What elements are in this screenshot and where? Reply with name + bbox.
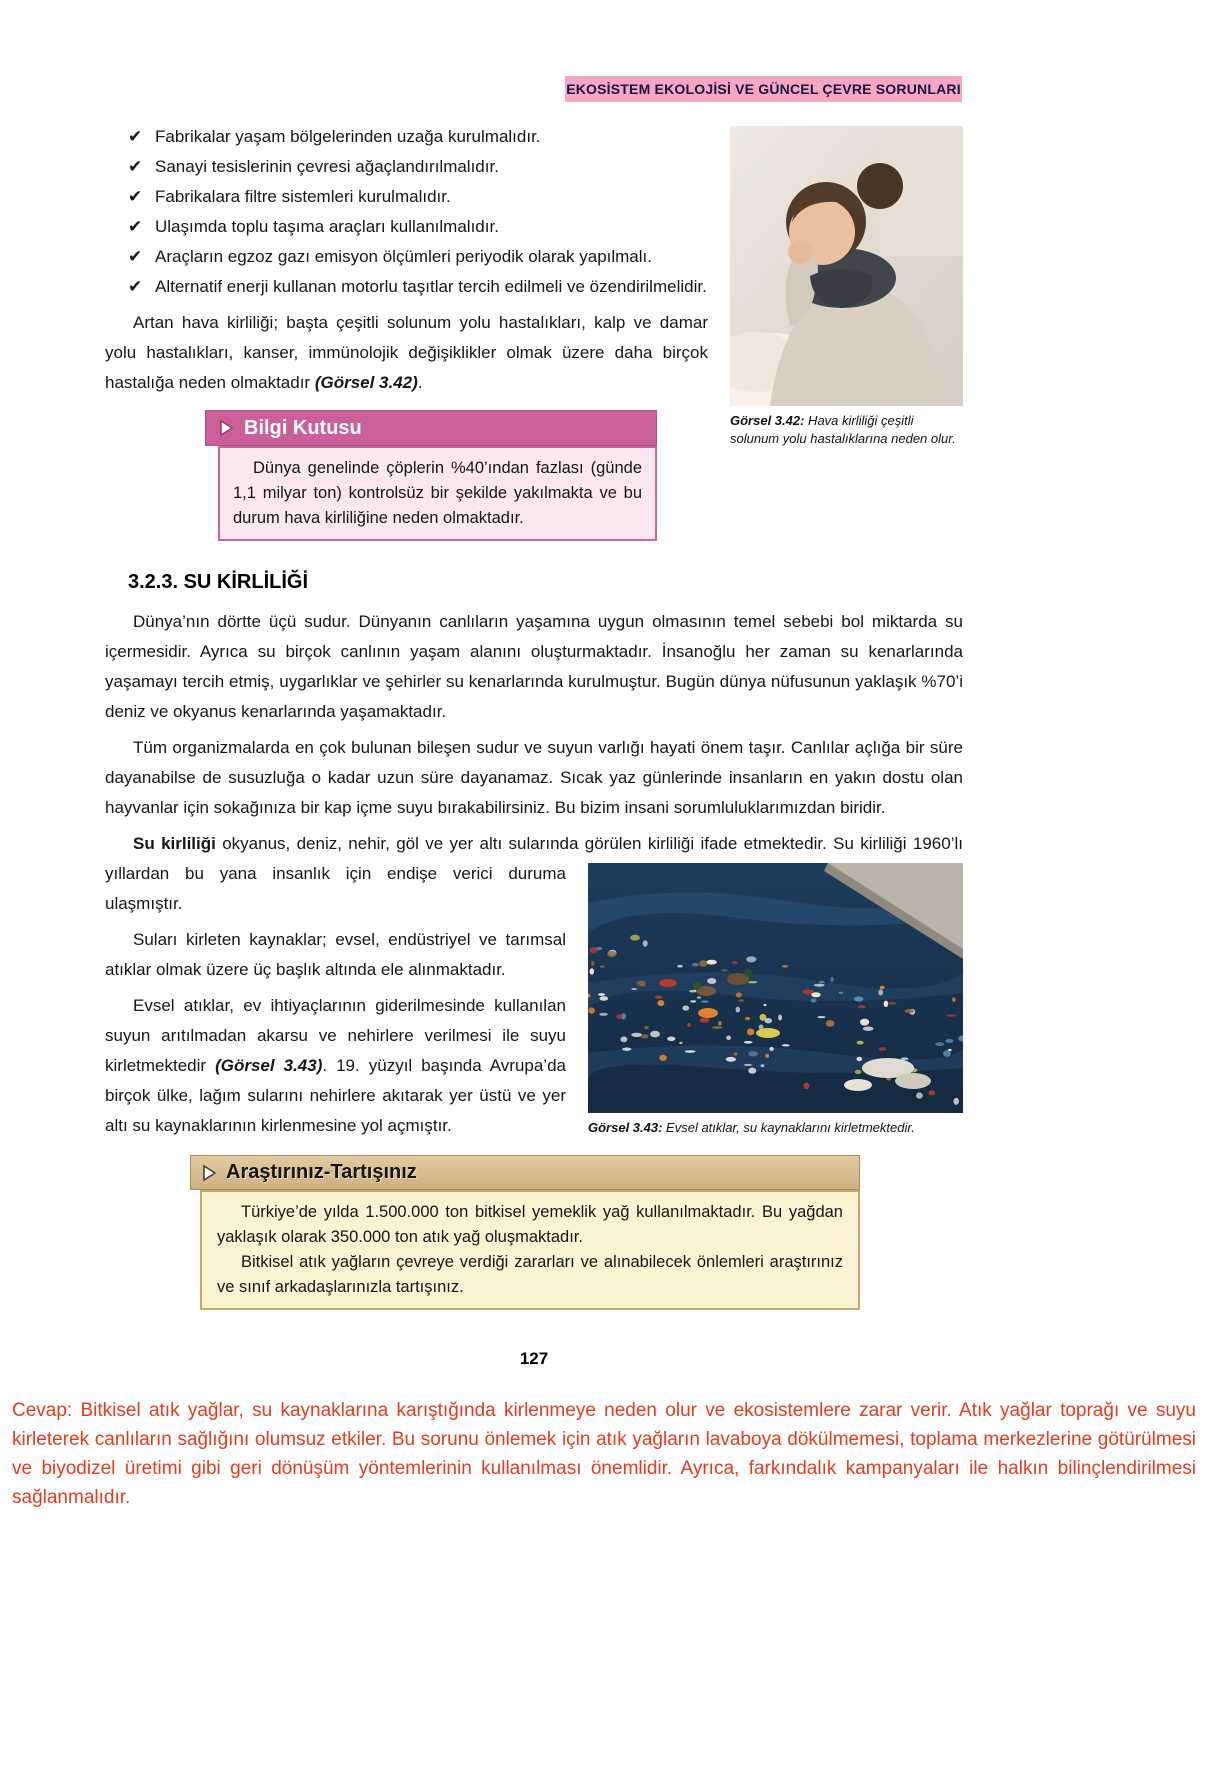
check-icon: ✔ xyxy=(128,127,143,146)
bilgi-box-title: Bilgi Kutusu xyxy=(244,417,362,439)
water-paragraph-5-text-a: Evsel atıklar, ev ihtiyaçlarının giderilmesinde kullanılan suyun arıtılmadan akarsu ve nehirlere verilmesi ile suyu kirletmektedir xyxy=(105,996,566,1075)
check-icon: ✔ xyxy=(128,217,143,236)
figure-3-42-label: Görsel 3.42: xyxy=(730,413,805,428)
figure-3-42-reference: (Görsel 3.42) xyxy=(314,373,418,392)
air-paragraph-end: . xyxy=(417,373,423,392)
research-paragraph-1: Türkiye’de yılda 1.500.000 ton bitkisel yemeklik yağ kullanılmaktadır. Bu yağdan yaklaşık olarak 350.000 ton atık yağ oluşmaktadır. xyxy=(217,1203,843,1246)
bilgi-box-body: Dünya genelinde çöplerin %40’ından fazlası (günde 1,1 milyar ton) kontrolsüz bir şekilde yakılmakta ve bu durum hava kirliliğine neden olmaktadır. xyxy=(218,446,657,541)
water-paragraph-1: Dünya’nın dörtte üçü sudur. Dünyanın canlıların yaşamına uygun olmasının temel sebebi bol miktarda su içermesidir. Ayrıca su birçok canlının yaşam alanını oluşturmaktadır. İnsanoğlu her zaman su kenarlarında yaşamayı tercih etmiş, uygarlıklar ve şehirler su kenarlarında kurulmuştur. Bugün dünya nüfusunun yaklaşık %70’i deniz ve okyanus kenarlarında yaşamaktadır. xyxy=(105,612,963,721)
check-icon: ✔ xyxy=(128,157,143,176)
figure-3-43-reference: (Görsel 3.43) xyxy=(215,1056,323,1075)
research-box xyxy=(190,1155,860,1310)
research-box-body xyxy=(200,1190,860,1310)
answer-text: Cevap: Bitkisel atık yağlar, su kaynaklarına karıştığında kirlenmeye neden olur ve ekosistemlere zarar verir. Atık yağlar toprağı ve suyu kirleterek canlıların sağlığını olumsuz etkiler. Bu sorunu önlemek için atık yağların lavaboya dökülmemesi, toplama merkezlerine götürülmesi ve biyodizel üretimi gibi geri dönüşüm yöntemlerinin kullanılması önemlidir. Ayrıca, farkındalık kampanyaları ile halkın bilinçlendirilmesi sağlanmalıdır. xyxy=(12,1400,1196,1508)
checklist-item-label: Ulaşımda toplu taşıma araçları kullanılmalıdır. xyxy=(155,217,499,236)
chapter-header-band xyxy=(565,76,962,102)
air-paragraph-text: Artan hava kirliliği; başta çeşitli solunum yolu hastalıkları, kalp ve damar yolu hastalıkları, kanser, immünolojik değişiklikler olmak üzere daha birçok hastalığa neden olmaktadır xyxy=(105,313,708,392)
section-heading-su-kirliligi: 3.2.3. SU KİRLİLİĞİ xyxy=(128,571,309,593)
water-paragraph-2: Tüm organizmalarda en çok bulunan bileşen sudur ve suyun varlığı hayati önem taşır. Canlılar açlığa bir süre dayanabilse de susuzluğa o kadar uzun süre dayanamaz. Sıcak yaz günlerinde insanların en yakın dostu olan hayvanlar için sokağınıza bir kap içme suyu bırakabilirsiniz. Bu bizim insani sorumluluklarımızdan biridir. xyxy=(105,738,963,817)
water-paragraph-4: Suları kirleten kaynaklar; evsel, endüstriyel ve tarımsal atıklar olmak üzere üç başlık altında ele alınmaktadır. xyxy=(105,930,566,979)
figure-3-43-caption xyxy=(588,1119,963,1137)
checklist-item-label: Fabrikalar yaşam bölgelerinden uzağa kurulmalıdır. xyxy=(155,127,541,146)
research-box-header xyxy=(190,1155,860,1190)
figure-3-42-caption-text: Hava kirliliği çeşitli solunum yolu hastalıklarına neden olur. xyxy=(730,413,956,446)
chapter-header-title: EKOSİSTEM EKOLOJİSİ VE GÜNCEL ÇEVRE SORUNLARI xyxy=(566,81,961,97)
figure-3-42 xyxy=(730,126,963,448)
checklist-item-label: Sanayi tesislerinin çevresi ağaçlandırılmalıdır. xyxy=(155,157,499,176)
play-triangle-icon xyxy=(201,1164,218,1182)
check-icon: ✔ xyxy=(128,187,143,206)
checklist-item-label: Alternatif enerji kullanan motorlu taşıtlar tercih edilmeli ve özendirilmelidir. xyxy=(155,277,707,296)
figure-3-43-caption-text: Evsel atıklar, su kaynaklarını kirletmektedir. xyxy=(662,1120,915,1135)
checklist-item-label: Araçların egzoz gazı emisyon ölçümleri periyodik olarak yapılmalı. xyxy=(155,247,652,266)
bilgi-box xyxy=(205,410,657,541)
checklist-item-label: Fabrikalara filtre sistemleri kurulmalıdır. xyxy=(155,187,451,206)
water-paragraph-5-text-b: . 19. yüzyıl başında Avrupa’da birçok ülke, lağım sularını nehirlere akıtarak yer üstü ve yer altı su kaynaklarının kirlenmesine yol açmıştır. xyxy=(105,1056,566,1135)
page-number: 127 xyxy=(519,1349,549,1368)
woman-coughing-photo xyxy=(730,126,963,406)
play-triangle-icon xyxy=(218,419,235,437)
book-content xyxy=(105,122,963,1374)
research-box-title: Araştırınız-Tartışınız xyxy=(226,1161,417,1183)
research-paragraph-2: Bitkisel atık yağların çevreye verdiği zararları ve alınabilecek önlemleri araştırınız ve sınıf arkadaşlarınızla tartışınız. xyxy=(217,1253,843,1296)
figure-3-42-caption xyxy=(730,412,963,448)
water-paragraph-3-text-b: 1960’lı yıllardan bu yana insanlık için endişe verici duruma ulaşmıştır. xyxy=(105,834,963,913)
check-icon: ✔ xyxy=(128,277,143,296)
water-pollution-photo xyxy=(588,863,963,1113)
figure-3-43 xyxy=(588,863,963,1137)
su-kirliligi-bold-lead: Su kirliliği xyxy=(133,834,216,853)
water-paragraph-3-text-a: okyanus, deniz, nehir, göl ve yer altı sularında görülen kirliliği ifade etmektedir. Su kirliliği xyxy=(215,834,907,853)
figure-3-43-label: Görsel 3.43: xyxy=(588,1120,663,1135)
bilgi-box-header xyxy=(205,410,657,446)
check-icon: ✔ xyxy=(128,247,143,266)
